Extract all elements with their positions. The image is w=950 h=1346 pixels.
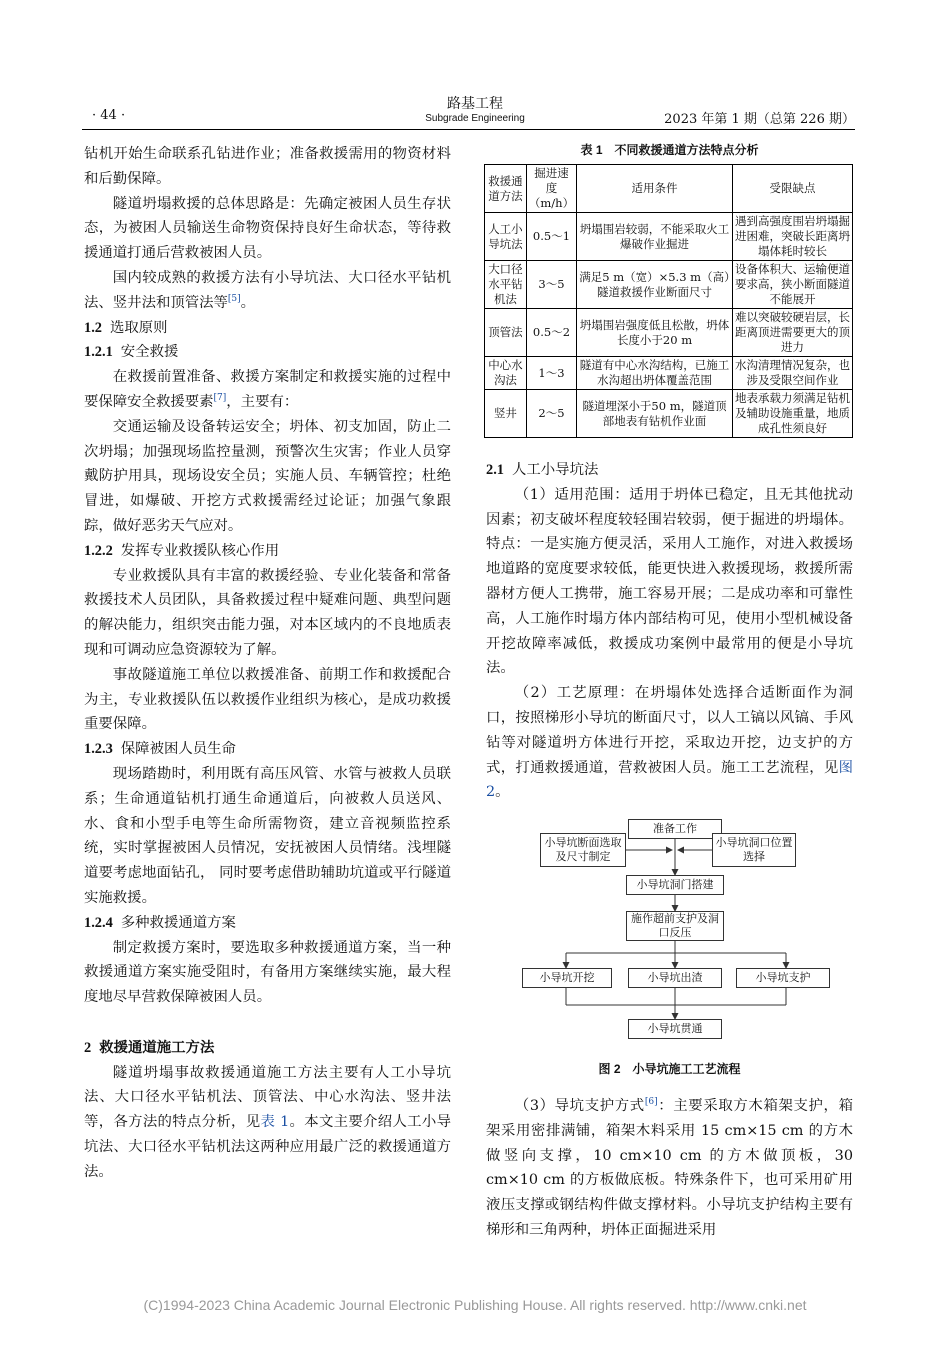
table-1-link[interactable]: 表 1	[260, 1114, 290, 1131]
paragraph: 隧道坍塌救援的总体思路是：先确定被困人员生存状态，为被困人员输送生命物资保持良好生命状态，等待救援通道打通后营救被困人员。	[84, 195, 451, 262]
paragraph: 专业救援队具有丰富的救援经验、专业化装备和常备救援技术人员团队，具备救援过程中疑难问题、典型问题的解决能力，组织突击能力强，对本区域内的不良地质表现和可调动应急资源较为了解。	[84, 567, 451, 658]
table-caption: 表 1 不同救援通道方法特点分析	[580, 143, 759, 157]
figure-caption: 图 2 小导坑施工工艺流程	[598, 1062, 741, 1077]
table-row	[485, 213, 853, 261]
table-cell: 地表承载力须满足钻机及辅助设施重量，地质成孔性须良好	[733, 390, 853, 438]
paragraph: （2）工艺原理：在坍塌体处选择合适断面作为洞口，按照梯形小导坑的断面尺寸，以人工镐以风镐、手风钻等对隧道坍方体进行开挖，采取边开挖，边支护的方式，打通救援通道，营救被困人员。施工工艺流程，见图 2。	[486, 685, 853, 801]
paragraph: 钻机开始生命联系孔钻进作业；准备救援需用的物资材料和后勤保障。	[84, 146, 451, 187]
figure-2-link[interactable]: 图 2	[486, 759, 853, 801]
header-rule	[82, 129, 855, 130]
journal-title-en: Subgrade Engineering	[425, 113, 525, 124]
paragraph: 在救援前置准备、救援方案制定和救援实施的过程中要保障安全救援要素[7]，主要有：	[84, 369, 451, 410]
section-heading-1-2: 1.2 选取原则	[84, 319, 168, 336]
table-header-cell: 救援通道方法	[485, 165, 527, 213]
paragraph: 隧道坍塌事故救援通道施工方法主要有人工小导坑法、大口径水平钻机法、顶管法、中心水沟法、竖井法等，各方法的特点分析，见表 1。本文主要介绍人工小导坑法、大口径水平钻机法这两种应用最广泛的救援通道方法。	[84, 1064, 451, 1180]
paragraph: （1）适用范围：适用于坍体已稳定，且无其他扰动因素；初支破坏程度较轻围岩较弱，便于掘进的坍塌体。特点：一是实施方便灵活，采用人工施作，对进入救援场地道路的宽度要求较低，能更快进入救援现场，救援所需器材方便人工携带，施工容易开展；二是成功率和可靠性高，人工施作时塌方体内部结构可见，使用小型机械设备开挖故障率减低，救援成功案例中最常用的便是小导坑法。	[486, 486, 853, 677]
flow-node-through: 小导坑贯通	[628, 1019, 722, 1039]
table-cell: 水沟清理情况复杂，也涉及受限空间作业	[733, 357, 853, 390]
table-cell: 设备体积大、运输便道要求高，狭小断面隧道不能展开	[733, 261, 853, 309]
paragraph: 事故隧道施工单位以救援准备、前期工作和救援配合为主，专业救援队伍以救援作业组织为核心，是成功救援重要保障。	[84, 666, 451, 733]
table-cell: 难以突破较硬岩层，长距离顶进需要更大的顶进力	[733, 309, 853, 357]
paragraph: （3）导坑支护方式[6]：主要采取方木箱架支护，箱架采用密排满铺，箱架木料采用 15 cm×15 cm 的方木做竖向支撑，10 cm×10 cm 的方木做顶板，30 cm×10 cm 的方板做底板。特殊条件下，也可采用矿用液压支撑或钢结构件做支撑材料。小导坑支护结构主要有梯形和三角两种，坍体正面掘进采用	[486, 1097, 853, 1238]
flow-node-section: 小导坑断面选取及尺寸制定	[540, 833, 626, 867]
table-cell: 2～5	[526, 390, 576, 438]
journal-title-cn: 路基工程	[447, 96, 503, 112]
table-cell: 1～3	[526, 357, 576, 390]
table-cell: 遇到高强度围岩坍塌掘进困难，突破长距离坍塌体耗时较长	[733, 213, 853, 261]
flow-node-prep: 准备工作	[628, 819, 722, 839]
section-heading-2: 2 救援通道施工方法	[84, 1038, 215, 1056]
table-row	[485, 261, 853, 309]
paragraph: 国内较成熟的救援方法有小导坑法、大口径水平钻机法、竖井法和顶管法等[5]。	[84, 269, 451, 311]
table-cell: 满足5 m（宽）×5.3 m（高）隧道救援作业断面尺寸	[577, 261, 733, 309]
citation-link[interactable]: [6]	[644, 1097, 658, 1108]
table-cell: 中心水沟法	[485, 357, 527, 390]
table-cell: 0.5～2	[526, 309, 576, 357]
table-header-cell: 适用条件	[577, 165, 733, 213]
section-heading-1-2-3: 1.2.3 保障被困人员生命	[84, 741, 236, 758]
section-heading-1-2-4: 1.2.4 多种救援通道方案	[84, 914, 236, 931]
table-row	[485, 390, 853, 438]
table-row	[485, 357, 853, 390]
left-column	[84, 142, 451, 1185]
table-row	[485, 309, 853, 357]
table-cell: 3～5	[526, 261, 576, 309]
table-cell: 隧道有中心水沟结构，已施工水沟超出坍体覆盖范围	[577, 357, 733, 390]
flow-node-advance-support: 施作超前支护及洞口反压	[626, 911, 724, 941]
methods-table	[484, 164, 853, 438]
section-heading-1-2-1: 1.2.1 安全救援	[84, 344, 179, 361]
right-column	[486, 142, 853, 1243]
table-cell: 大口径水平钻机法	[485, 261, 527, 309]
section-heading-1-2-2: 1.2.2 发挥专业救援队核心作用	[84, 542, 280, 559]
table-header-cell: 受限缺点	[733, 165, 853, 213]
section-heading-2-1: 2.1 人工小导坑法	[486, 462, 599, 478]
flow-node-portal-build: 小导坑洞门搭建	[626, 875, 724, 895]
table-cell: 竖井	[485, 390, 527, 438]
paragraph: 制定救援方案时，要选取多种救援通道方案，当一种救援通道方案实施受阻时，有备用方案继续实施，最大程度地尽早营救保障被困人员。	[84, 939, 451, 1006]
flowchart	[486, 813, 854, 1053]
flow-node-excavate: 小导坑开挖	[522, 968, 612, 988]
table-cell: 坍塌围岩较弱，不能采取火工爆破作业掘进	[577, 213, 733, 261]
paragraph: 现场踏勘时，利用既有高压风管、水管与被救人员联系；生命通道钻机打通生命通道后，向被救人员送风、水、食和小型手电等生命所需物资，建立音视频监控系统，实时掌握被困人员情况，安抚被困人员情绪。浅埋隧道要考虑地面钻孔， 同时要考虑借助辅助坑道或平行隧道实施救援。	[84, 765, 451, 906]
paragraph: 交通运输及设备转运安全；坍体、初支加固，防止二次坍塌；加强现场监控量测，预警次生灾害；作业人员穿戴防护用具，现场设安全员；实施人员、车辆管控；杜绝冒进，如爆破、开挖方式救援需经过论证；加强气象跟踪，做好恶劣天气应对。	[84, 418, 451, 534]
table-cell: 顶管法	[485, 309, 527, 357]
table-cell: 人工小导坑法	[485, 213, 527, 261]
table-cell: 坍塌围岩强度低且松散，坍体长度小于20 m	[577, 309, 733, 357]
table-cell: 隧道埋深小于50 m，隧道顶部地表有钻机作业面	[577, 390, 733, 438]
issue-info: 2023 年第 1 期（总第 226 期）	[664, 112, 855, 127]
flow-node-location: 小导坑洞口位置选择	[712, 833, 796, 867]
page-number: · 44 ·	[92, 108, 126, 123]
table-header-row	[485, 165, 853, 213]
flow-node-support: 小导坑支护	[736, 968, 830, 988]
flow-node-muck: 小导坑出渣	[628, 968, 722, 988]
table-header-cell: 掘进速度（m/h）	[526, 165, 576, 213]
table-cell: 0.5～1	[526, 213, 576, 261]
citation-link[interactable]: [5]	[227, 293, 241, 304]
copyright-footer: (C)1994-2023 China Academic Journal Electronic Publishing House. All rights reserved. http://www.cnki.net	[143, 1297, 807, 1313]
citation-link[interactable]: [7]	[213, 393, 227, 404]
